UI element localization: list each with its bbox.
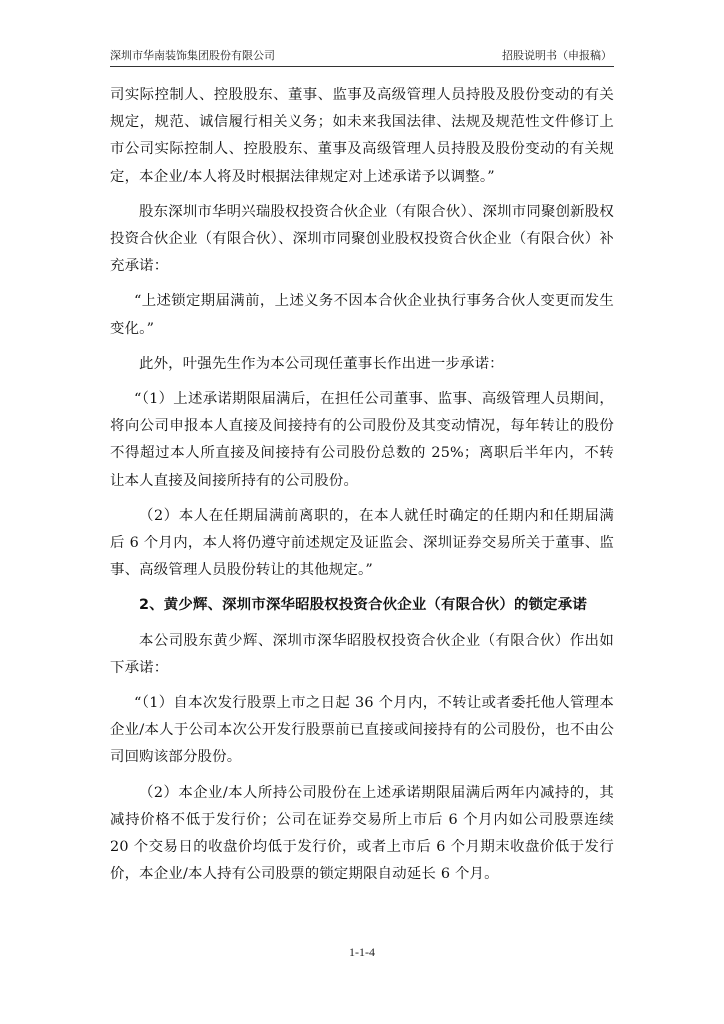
header-divider xyxy=(110,66,614,67)
paragraph-supplementary-quote: “上述锁定期届满前，上述义务不因本合伙企业执行事务合伙人变更而发生变化。” xyxy=(110,293,614,337)
page-header xyxy=(110,48,614,64)
section-heading: 2、黄少辉、深圳市深华昭股权投资合伙企业（有限合伙）的锁定承诺 xyxy=(139,597,587,614)
paragraph-chairman-item-1: “（1）上述承诺期限届满后，在担任公司董事、监事、高级管理人员期间，将向公司申报本人直接及间接持有的公司股份及其变动情况，每年转让的股份不得超过本人所直接及间接持有公司股份总数的 25%；离职后半年内，不转让本人直接及间接所持有的公司股份。 xyxy=(110,391,614,489)
paragraph-section-intro: 本公司股东黄少辉、深圳市深华昭股权投资合伙企业（有限合伙）作出如下承诺： xyxy=(110,632,614,676)
paragraph-section-item-2: （2）本企业/本人所持公司股份在上述承诺期限届满后两年内减持的，其减持价格不低于发行价；公司在证券交易所上市后 6 个月内如公司股票连续 20 个交易日的收盘价均低于发行价，或者上市后 6 个月期末收盘价低于发行价，本企业/本人持有公司股票的锁定期限自动延长 6 个月。 xyxy=(110,784,614,883)
header-company-name: 深圳市华南装饰集团股份有限公司 xyxy=(110,49,275,62)
paragraph-continuation: 司实际控制人、控股股东、董事、监事及高级管理人员持股及股份变动的有关规定，规范、诚信履行相关义务；如未来我国法律、法规及规范性文件修订上市公司实际控制人、控股股东、董事及高级管理人员持股及股份变动的有关规定，本企业/本人将及时根据法律规定对上述承诺予以调整。” xyxy=(110,87,614,185)
paragraph-supplementary-intro: 股东深圳市华明兴瑞股权投资合伙企业（有限合伙）、深圳市同聚创新股权投资合伙企业（有限合伙）、深圳市同聚创业股权投资合伙企业（有限合伙）补充承诺： xyxy=(110,203,614,275)
document-body xyxy=(110,82,614,888)
paragraph-section-item-1: “（1）自本次发行股票上市之日起 36 个月内，不转让或者委托他人管理本企业/本人于公司本次公开发行股票前已直接或间接持有的公司股份，也不由公司回购该部分股份。 xyxy=(110,695,614,766)
header-document-title: 招股说明书（申报稿） xyxy=(502,49,612,62)
paragraph-chairman-intro: 此外，叶强先生作为本公司现任董事长作出进一步承诺： xyxy=(139,355,504,372)
page-number: 1-1-4 xyxy=(349,945,375,959)
paragraph-chairman-item-2: （2）本人在任期届满前离职的，在本人就任时确定的任期内和任期届满后 6 个月内，本人将仍遵守前述规定及证监会、深圳证券交易所关于董事、监事、高级管理人员股份转让的其他规定。” xyxy=(110,507,614,579)
